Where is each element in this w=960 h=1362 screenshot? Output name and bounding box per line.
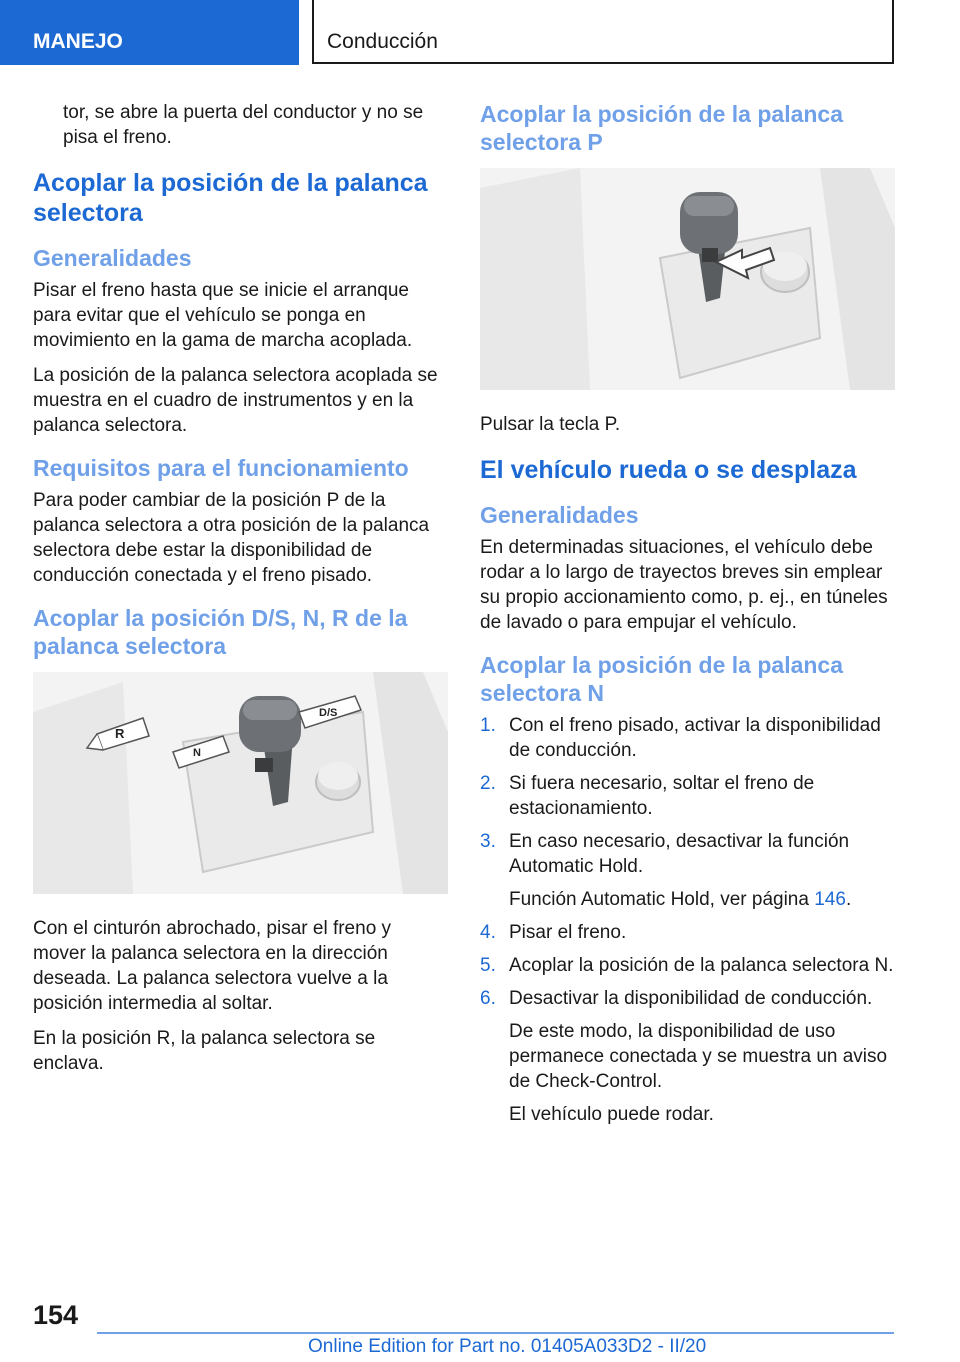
step-note: El vehículo puede rodar. bbox=[509, 1104, 714, 1125]
dsnr-paragraph-2: En la posición R, la palanca selectora se enclava. bbox=[33, 1028, 376, 1074]
step-text: Si fuera necesario, soltar el freno de estacionamiento. bbox=[509, 773, 815, 819]
label-n: N bbox=[193, 747, 201, 759]
label-ds: D/S bbox=[319, 707, 338, 719]
step-text: Acoplar la posición de la palanca selectora N. bbox=[509, 955, 894, 976]
selector-lever-dsnr-illustration bbox=[33, 672, 448, 894]
list-item bbox=[480, 771, 895, 821]
heading-engage-selector: Acoplar la posición de la palanca selectora bbox=[33, 169, 428, 227]
figure-selector-lever-dsnr bbox=[33, 672, 448, 894]
heading-rolling-general: Generalidades bbox=[480, 502, 639, 528]
left-column bbox=[33, 100, 448, 1086]
step-text: Desactivar la disponibilidad de conducción. bbox=[509, 988, 873, 1009]
heading-position-n: Acoplar la posición de la palanca selectora N bbox=[480, 652, 844, 706]
list-item bbox=[480, 986, 895, 1127]
step-note-text: Función Automatic Hold, ver página bbox=[509, 889, 815, 910]
chapter-title: Conducción bbox=[327, 30, 438, 53]
step-number: 1. bbox=[480, 715, 496, 736]
general-paragraph-2: La posición de la palanca selectora acoplada se muestra en el cuadro de instrumentos y en la palanca selectora. bbox=[33, 365, 438, 436]
heading-dsnr: Acoplar la posición D/S, N, R de la palanca selectora bbox=[33, 605, 408, 659]
step-number: 3. bbox=[480, 831, 496, 852]
page-number: 154 bbox=[33, 1300, 79, 1330]
right-column bbox=[480, 100, 895, 1135]
step-number: 4. bbox=[480, 922, 496, 943]
requirements-paragraph: Para poder cambiar de la posición P de la palanca selectora a otra posición de la palanca selectora debe estar la disponibilidad de conducción conectada y el freno pisado. bbox=[33, 490, 430, 586]
selector-lever-p-illustration bbox=[480, 168, 895, 390]
general-paragraph-1: Pisar el freno hasta que se inicie el arranque para evitar que el vehículo se ponga en movimiento en la gama de marcha acoplada. bbox=[33, 280, 413, 351]
position-p-caption: Pulsar la tecla P. bbox=[480, 414, 621, 435]
step-number: 6. bbox=[480, 988, 496, 1009]
position-n-steps bbox=[480, 713, 895, 1127]
list-item bbox=[480, 920, 895, 945]
list-item bbox=[480, 713, 895, 763]
figure-selector-lever-p bbox=[480, 168, 895, 390]
page-link-146[interactable]: 146 bbox=[814, 889, 846, 910]
heading-vehicle-rolling: El vehículo rueda o se desplaza bbox=[480, 456, 857, 484]
dsnr-paragraph-1: Con el cinturón abrochado, pisar el freno y mover la palanca selectora en la dirección deseada. La palanca selectora vuelve a la posición intermedia al soltar. bbox=[33, 918, 392, 1014]
step-text: En caso necesario, desactivar la función Automatic Hold. bbox=[509, 831, 850, 877]
step-note: De este modo, la disponibilidad de uso permanece conectada y se muestra un aviso de Check-Control. bbox=[509, 1021, 888, 1092]
step-note-end: . bbox=[845, 889, 852, 910]
section-title: MANEJO bbox=[33, 30, 123, 53]
footer-divider bbox=[97, 1332, 894, 1334]
chapter-tab bbox=[312, 0, 894, 64]
rolling-general-paragraph: En determinadas situaciones, el vehículo debe rodar a lo largo de trayectos breves sin emplear su propio accionamiento como, p. ej., en túneles de lavado o para empujar el vehículo. bbox=[480, 537, 888, 633]
step-number: 2. bbox=[480, 773, 496, 794]
footer-edition: Online Edition for Part no. 01405A033D2 - II/20 bbox=[308, 1336, 707, 1357]
step-text: Pisar el freno. bbox=[509, 922, 627, 943]
heading-general: Generalidades bbox=[33, 245, 192, 271]
intro-paragraph: tor, se abre la puerta del conductor y no se pisa el freno. bbox=[63, 102, 424, 148]
section-tab bbox=[0, 0, 299, 65]
step-text: Con el freno pisado, activar la disponibilidad de conducción. bbox=[509, 715, 881, 761]
heading-requirements: Requisitos para el funcionamiento bbox=[33, 455, 409, 481]
label-r: R bbox=[115, 726, 125, 741]
heading-position-p: Acoplar la posición de la palanca selectora P bbox=[480, 101, 844, 155]
list-item bbox=[480, 829, 895, 912]
list-item bbox=[480, 953, 895, 978]
step-number: 5. bbox=[480, 955, 496, 976]
step-note bbox=[509, 887, 895, 912]
